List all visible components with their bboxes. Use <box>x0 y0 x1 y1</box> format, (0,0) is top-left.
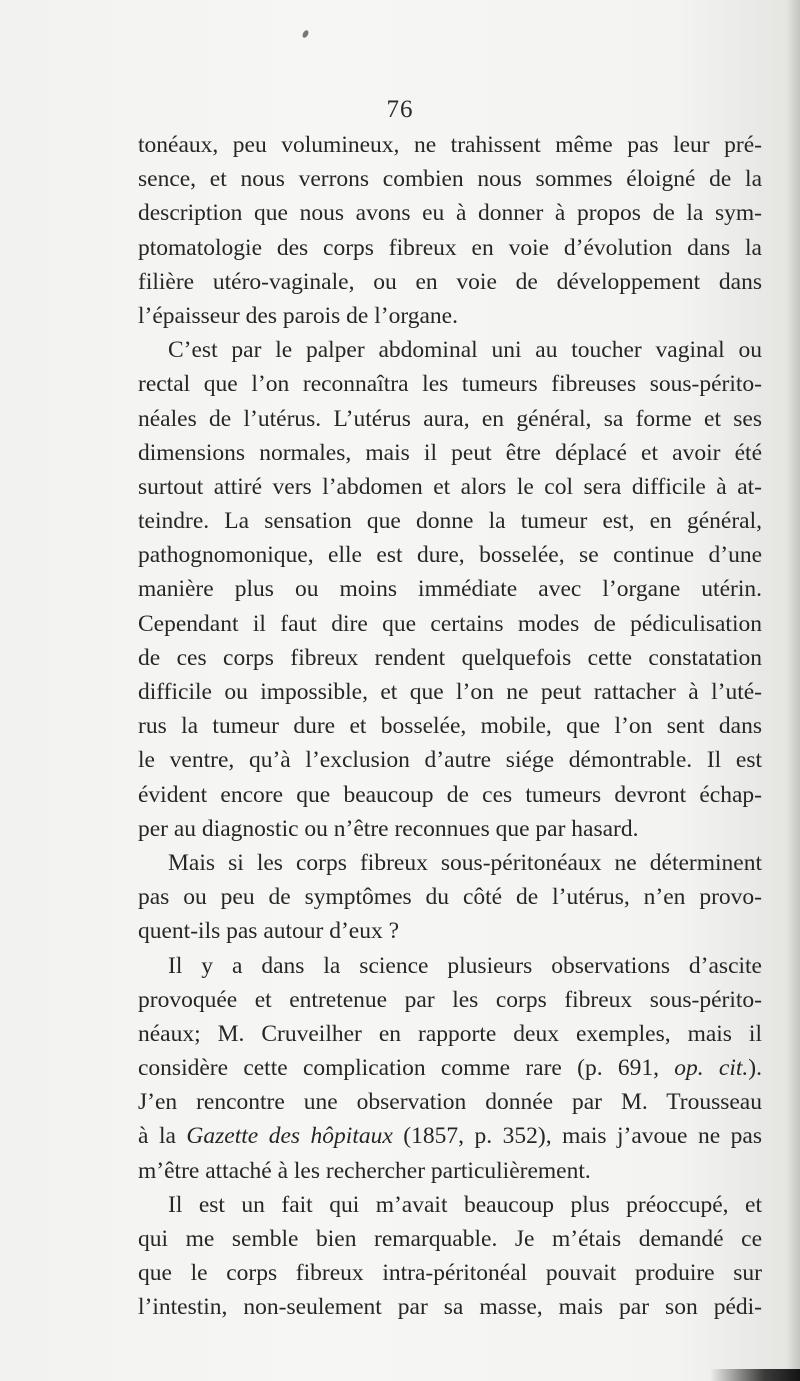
text-line: Cependant il faut dire que certains modes de pédiculisation <box>138 610 762 637</box>
text-line: manière plus ou moins immédiate avec l’organe utérin. <box>138 576 762 603</box>
text-line: l’intestin, non-seulement par sa masse, mais par son pédi- <box>138 1294 762 1321</box>
text-line: l’épaisseur des parois de l’organe. <box>138 302 458 329</box>
text-line: surtout attiré vers l’abdomen et alors le col sera difficile à at- <box>138 473 762 500</box>
page-number: 76 <box>386 96 414 123</box>
body-text <box>138 128 762 1325</box>
text-line: dimensions normales, mais il peut être déplacé et avoir été <box>138 439 762 466</box>
text-line: description que nous avons eu à donner à propos de la sym- <box>138 200 762 227</box>
text-line: néales de l’utérus. L’utérus aura, en général, sa forme et ses <box>138 405 762 432</box>
text-line: sence, et nous verrons combien nous sommes éloigné de la <box>138 166 762 193</box>
text-line: à la Gazette des hôpitaux (1857, p. 352), mais j’avoue ne pas <box>138 1123 762 1150</box>
text-line: Il y a dans la science plusieurs observations d’ascite <box>168 952 762 979</box>
text-line: tonéaux, peu volumineux, ne trahissent même pas leur pré- <box>138 132 762 158</box>
text-line: que le corps fibreux intra-péritonéal pouvait produire sur <box>138 1260 762 1287</box>
text-line: Il est un fait qui m’avait beaucoup plus préoccupé, et <box>168 1191 762 1218</box>
text-line: provoquée et entretenue par les corps fibreux sous-périto- <box>138 986 762 1013</box>
text-line: de ces corps fibreux rendent quelquefois cette constatation <box>138 644 762 671</box>
text-line: teindre. La sensation que donne la tumeur est, en général, <box>138 508 762 535</box>
text-line: ptomatologie des corps fibreux en voie d’évolution dans la <box>138 234 762 261</box>
text-line: pathognomonique, elle est dure, bosselée, se continue d’une <box>138 542 762 569</box>
text-line: per au diagnostic ou n’être reconnues que par hasard. <box>138 815 639 842</box>
ink-speck <box>301 29 309 38</box>
text-line: filière utéro-vaginale, ou en voie de développement dans <box>138 268 762 295</box>
text-line: Mais si les corps fibreux sous-péritonéaux ne déterminent <box>168 849 762 876</box>
text-line: rectal que l’on reconnaîtra les tumeurs fibreuses sous-périto- <box>138 371 762 398</box>
text-line: pas ou peu de symptômes du côté de l’utérus, n’en provo- <box>138 884 762 911</box>
page-corner-shadow <box>710 1369 800 1381</box>
page-edge-shadow <box>786 0 800 1381</box>
text-line: m’être attaché à les rechercher particulièrement. <box>138 1157 591 1184</box>
text-line: qui me semble bien remarquable. Je m’étais demandé ce <box>138 1226 762 1252</box>
text-line: C’est par le palper abdominal uni au toucher vaginal ou <box>168 337 762 364</box>
text-line: considère cette complication comme rare (p. 691, op. cit.). <box>138 1055 762 1082</box>
text-line: évident encore que beaucoup de ces tumeurs devront échap- <box>138 781 762 808</box>
text-line: rus la tumeur dure et bosselée, mobile, que l’on sent dans <box>138 713 762 740</box>
text-line: difficile ou impossible, et que l’on ne peut rattacher à l’uté- <box>138 679 762 705</box>
text-line: quent-ils pas autour d’eux ? <box>138 918 400 945</box>
text-line: J’en rencontre une observation donnée par M. Trousseau <box>138 1089 762 1116</box>
text-line: néaux; M. Cruveilher en rapporte deux exemples, mais il <box>138 1020 762 1047</box>
text-line: le ventre, qu’à l’exclusion d’autre siége démontrable. Il est <box>138 747 762 774</box>
